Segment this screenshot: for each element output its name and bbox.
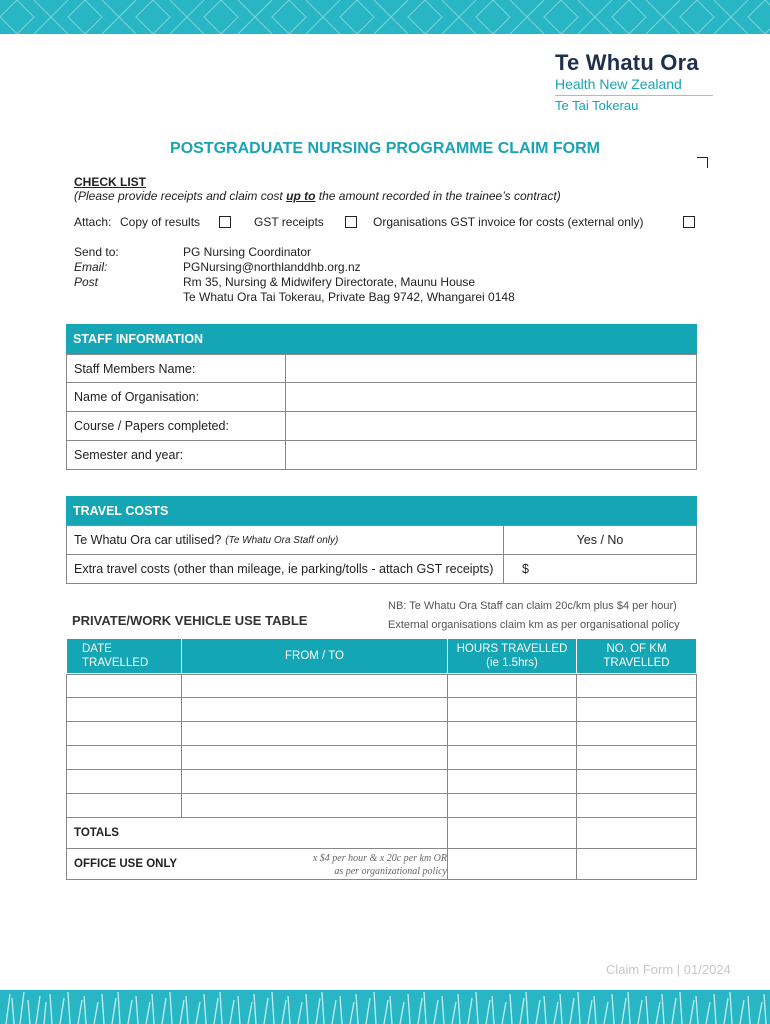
table-row-3-date[interactable] xyxy=(66,721,182,746)
car-utilised-answer[interactable]: Yes / No xyxy=(503,525,697,555)
column-from-to-header: FROM / TO xyxy=(181,638,448,674)
table-row-1-hours[interactable] xyxy=(447,674,577,698)
checklist-heading: CHECK LIST xyxy=(74,175,146,189)
table-row-1-date[interactable] xyxy=(66,674,182,698)
office-use-label xyxy=(66,848,448,880)
send-to-label: Send to: xyxy=(74,245,119,259)
course-field[interactable] xyxy=(285,411,697,441)
office-rate-note-1: x $4 per hour & x 20c per km OR xyxy=(312,853,447,864)
column-hours-header: HOURS TRAVELLED (ie 1.5hrs) xyxy=(447,638,577,674)
instruction-suffix: the amount recorded in the trainee’s contract) xyxy=(315,189,561,203)
office-rate-note xyxy=(313,852,447,878)
attach-item-gst: GST receipts xyxy=(254,215,324,229)
totals-label: TOTALS xyxy=(66,817,448,849)
table-row-4-date[interactable] xyxy=(66,745,182,770)
office-rate-note-2: as per organizational policy xyxy=(334,866,447,877)
instruction-prefix: (Please provide receipts and claim cost xyxy=(74,189,287,203)
form-title: POSTGRADUATE NURSING PROGRAMME CLAIM FORM xyxy=(170,140,600,157)
office-use-km[interactable] xyxy=(576,848,697,880)
column-date-header: DATE TRAVELLED xyxy=(66,638,182,674)
table-row-5-km[interactable] xyxy=(576,769,697,794)
car-utilised-label xyxy=(66,525,504,555)
totals-km[interactable] xyxy=(576,817,697,849)
table-row-6-km[interactable] xyxy=(576,793,697,818)
email-label: Email: xyxy=(74,260,108,274)
corner-mark xyxy=(697,157,708,168)
table-row-2-hours[interactable] xyxy=(447,697,577,722)
table-row-1-km[interactable] xyxy=(576,674,697,698)
vehicle-use-table xyxy=(66,638,697,880)
course-label: Course / Papers completed: xyxy=(66,411,286,441)
post-label: Post xyxy=(74,275,99,289)
send-to-address-1: Rm 35, Nursing & Midwifery Directorate, Maunu House xyxy=(183,275,476,289)
vehicle-note-external: External organisations claim km as per organisational policy xyxy=(388,619,680,631)
footer-pattern xyxy=(0,990,770,1024)
staff-info-heading: STAFF INFORMATION xyxy=(66,324,697,354)
send-to-email: PGNursing@northlanddhb.org.nz xyxy=(183,260,361,274)
vehicle-table-heading: PRIVATE/WORK VEHICLE USE TABLE xyxy=(72,613,308,628)
attach-label: Attach: xyxy=(74,215,112,229)
table-row-5-from-to[interactable] xyxy=(181,769,448,794)
table-row-1-from-to[interactable] xyxy=(181,674,448,698)
instruction-emphasis: up to xyxy=(286,189,316,203)
logo-divider xyxy=(555,95,713,96)
semester-label: Semester and year: xyxy=(66,440,286,470)
semester-field[interactable] xyxy=(285,440,697,470)
attach-item-results: Copy of results xyxy=(120,215,201,229)
column-km-header: NO. OF KM TRAVELLED xyxy=(576,638,697,674)
table-row-4-from-to[interactable] xyxy=(181,745,448,770)
footer-label: Claim Form | 01/2024 xyxy=(606,962,731,977)
logo-name: Te Whatu Ora xyxy=(555,50,699,75)
organisation-label: Name of Organisation: xyxy=(66,382,286,412)
table-row-2-date[interactable] xyxy=(66,697,182,722)
send-to-coordinator: PG Nursing Coordinator xyxy=(183,245,312,259)
totals-hours[interactable] xyxy=(447,817,577,849)
office-use-hours[interactable] xyxy=(447,848,577,880)
table-row-5-hours[interactable] xyxy=(447,769,577,794)
table-row-6-hours[interactable] xyxy=(447,793,577,818)
car-note: (Te Whatu Ora Staff only) xyxy=(225,534,339,546)
staff-name-label: Staff Members Name: xyxy=(66,354,286,383)
attach-item-invoice: Organisations GST invoice for costs (external only) xyxy=(373,215,644,229)
results-checkbox[interactable] xyxy=(219,216,231,228)
table-row-3-from-to[interactable] xyxy=(181,721,448,746)
travel-costs-heading: TRAVEL COSTS xyxy=(66,496,697,525)
table-row-3-hours[interactable] xyxy=(447,721,577,746)
logo-region: Te Tai Tokerau xyxy=(555,98,639,113)
travel-costs-table xyxy=(66,496,697,584)
logo-subtitle: Health New Zealand xyxy=(555,76,682,92)
staff-name-field[interactable] xyxy=(285,354,697,383)
invoice-checkbox[interactable] xyxy=(683,216,695,228)
send-to-address-2: Te Whatu Ora Tai Tokerau, Private Bag 9742, Whangarei 0148 xyxy=(183,290,515,304)
car-question: Te Whatu Ora car utilised? xyxy=(74,533,222,547)
table-row-4-hours[interactable] xyxy=(447,745,577,770)
table-row-4-km[interactable] xyxy=(576,745,697,770)
decorative-footer-band xyxy=(0,990,770,1024)
table-row-2-km[interactable] xyxy=(576,697,697,722)
table-row-6-date[interactable] xyxy=(66,793,182,818)
vehicle-note-staff: NB: Te Whatu Ora Staff can claim 20c/km plus $4 per hour) xyxy=(388,600,677,612)
table-row-5-date[interactable] xyxy=(66,769,182,794)
organisation-field[interactable] xyxy=(285,382,697,412)
table-row-3-km[interactable] xyxy=(576,721,697,746)
gst-checkbox[interactable] xyxy=(345,216,357,228)
checklist-instruction xyxy=(74,189,561,203)
staff-info-table xyxy=(66,324,697,471)
table-row-2-from-to[interactable] xyxy=(181,697,448,722)
decorative-header-band xyxy=(0,0,770,34)
table-row-6-from-to[interactable] xyxy=(181,793,448,818)
extra-costs-field[interactable]: $ xyxy=(503,554,697,584)
header-pattern xyxy=(0,0,770,34)
extra-costs-label: Extra travel costs (other than mileage, ie parking/tolls - attach GST receipts) xyxy=(66,554,504,584)
office-use-text: OFFICE USE ONLY xyxy=(74,858,178,870)
